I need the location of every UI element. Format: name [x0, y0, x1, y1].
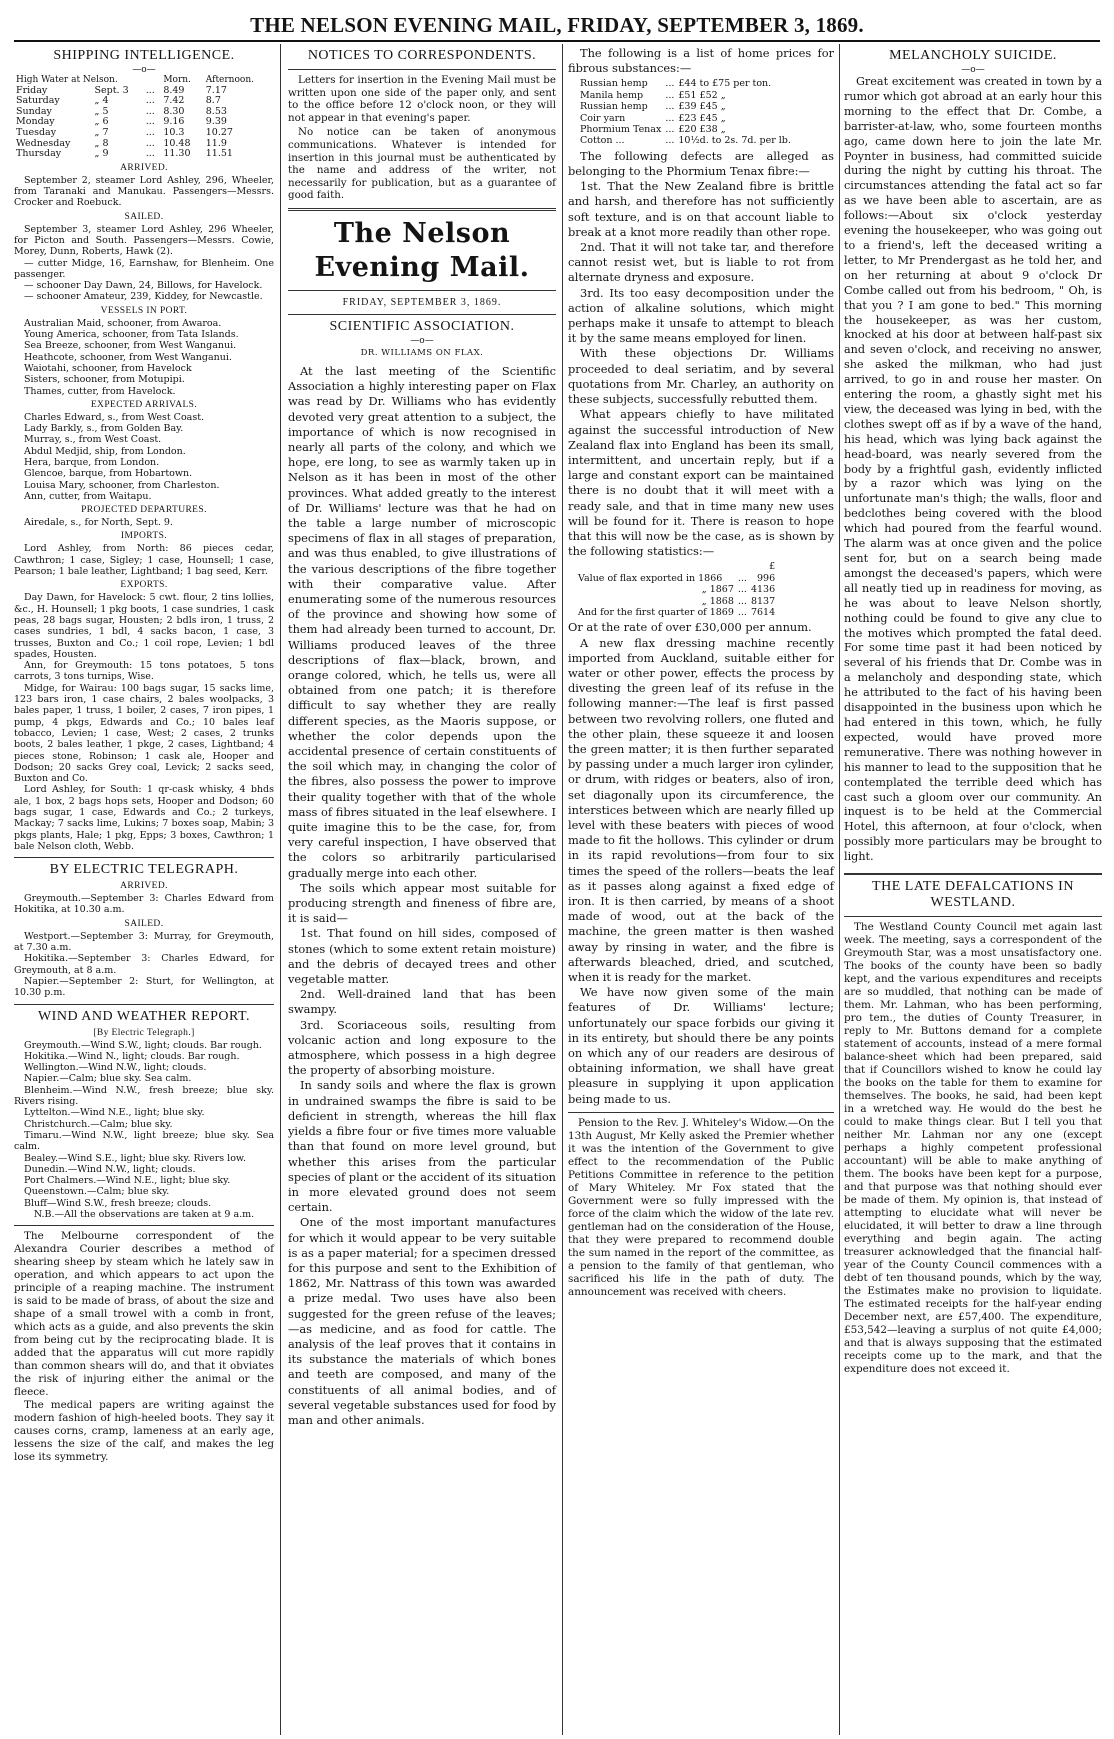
- paper-title: The Nelson Evening Mail.: [314, 217, 530, 283]
- ornament-divider: —o—: [961, 65, 985, 75]
- article-paragraph: 3rd. Scoriaceous soils, resulting from volcanic action and long exposure to the atmosphere, which possess in a high degree the property of absorbing moisture.: [288, 1017, 556, 1078]
- imports-heading: IMPORTS.: [120, 531, 168, 542]
- weather-row: Blenheim.—Wind N.W., fresh breeze; blue sky. Rivers rising.: [14, 1084, 274, 1108]
- weather-note: N.B.—All the observations are taken at 9 a.m.: [33, 1209, 255, 1221]
- column-rule: [839, 44, 840, 1735]
- exports-item: Lord Ashley, for South: 1 qr-cask whisky, 4 bhds ale, 1 box, 2 bags hops sets, Hooper and Dodson; 60 bags sugar, 1 case, Edwards and Co.; 2 turkeys, Mackay; 7 sacks lime, Lukins; 7 boxes soap, Mabin; 3 pkgs plants, Hale; 1 pkg, Epps; 3 boxes, Cawthron; 1 bale Nelson cloth, Webb.: [14, 784, 274, 852]
- price-row: Coir yarn ... £23 £45 „: [580, 112, 726, 124]
- column-4: [842, 46, 1104, 1735]
- price-row: Russian hemp ... £39 £45 „: [580, 101, 726, 113]
- exports-item: Midge, for Wairau: 100 bags sugar, 15 sacks lime, 123 bars iron, 1 case chairs, 2 bales woolpacks, 3 bales paper, 1 truss, 1 boiler, 2 cases, 7 iron pipes, 1 pump, 4 pkgs, Edwards and Co.; 10 bales leaf tobacco, Levien; 1 case, West; 2 cases, 2 trunks boots, 2 bales leather, 1 pkge, 2 cases, Lightband; 4 pieces stone, Robinson; 1 cask ale, Hooper and Dodson; 20 sacks Grey coal, Levick; 2 sacks seed, Buxton and Co.: [14, 682, 274, 785]
- article-paragraph: 1st. That the New Zealand fibre is brittle and harsh, and therefore has not sufficiently soft texture, and is on that account liable to break at a knot more readily than other rope.: [568, 179, 834, 239]
- paper-date: FRIDAY, SEPTEMBER 3, 1869.: [342, 296, 502, 308]
- westland-title: THE LATE DEFALCATIONS IN WESTLAND.: [872, 879, 1074, 911]
- price-row: Russian hemp ... £44 to £75 per ton.: [580, 78, 772, 90]
- article-paragraph: In sandy soils and where the flax is grown in undrained swamps the fibre is said to be deficient in strength, whereas the hill flax yields a fibre four or five times more valuable than that found on more level ground, but whether this arises from the particular species of plant or the accident of its situation in more elevated ground does not seem certain.: [288, 1078, 557, 1215]
- departures-heading: PROJECTED DEPARTURES.: [81, 505, 207, 516]
- sailed-heading: SAILED.: [124, 211, 164, 222]
- telegraph-arrived-heading: ARRIVED.: [120, 881, 168, 892]
- exports-heading: EXPORTS.: [120, 580, 168, 591]
- telegraph-arrived-text: Greymouth.—September 3: Charles Edward from Hokitika, at 10.30 a.m.: [14, 893, 274, 916]
- tide-table: [14, 75, 274, 160]
- stats-row: „ 1867 ... 4136: [701, 584, 776, 596]
- tide-row: Monday „ 6 ... 9.16 9.39: [16, 116, 227, 128]
- shearing-paragraph: The Melbourne correspondent of the Alexandra Courier describes a method of shearing sheep by steam which he lately saw in operation, and which appears to act upon the principle of a reaping machine. The instrument is said to be made of brass, of about the size and shape of a small trowel with a comb in front, which acts as a guide, and also prevents the skin from being cut by the reciprocating blade. It is added that the apparatus will cut more rapidly than common shears will do, and that it obviates the risk of injuring either the animal or the fleece.: [14, 1230, 274, 1399]
- weather-row: Greymouth.—Wind S.W., light; clouds. Bar rough.: [24, 1039, 262, 1051]
- column-3: [566, 46, 836, 1735]
- article-paragraph: We have now given some of the main features of Dr. Williams' lecture; unfortunately our space forbids our giving it in its entirety, but should there be any points on which any of our readers are desirous of obtaining information, we shall have great pleasure in supplying it upon application being made to us.: [568, 985, 834, 1106]
- tide-row: Thursday „ 9 ... 11.30 11.51: [16, 148, 233, 160]
- tide-header-place: High Water at Nelson.: [16, 75, 118, 85]
- article-paragraph: What appears chiefly to have militated against the successful introduction of New Zealand flax into England has been its small, intermittent, and uncertain reply, but if a large and constant export can be maintained there is no doubt that it will meet with a ready sale, and that in time many new uses will be found for it. There is reason to hope that this will now be the case, as is shown by the following statistics:—: [568, 407, 834, 559]
- weather-row: Dunedin.—Wind N.W., light; clouds.: [24, 1163, 196, 1175]
- notice-paragraph: No notice can be taken of anonymous communications. Whatever is intended for insertion in this journal must be authenticated by the name and address of the writer, not necessarily for publication, but as a guarantee of good faith.: [288, 126, 556, 202]
- scientific-title: SCIENTIFIC ASSOCIATION.: [329, 318, 515, 334]
- weather-row: Port Chalmers.—Wind N.E., light; blue sky.: [24, 1175, 231, 1187]
- telegraph-sailed-item: Napier.—September 2: Sturt, for Wellington, at 10.30 p.m.: [14, 975, 274, 999]
- article-paragraph: 2nd. Well-drained land that has been swampy.: [288, 987, 556, 1017]
- column-rule: [562, 44, 563, 1735]
- expected-item: Murray, s., from West Coast.: [24, 434, 162, 446]
- expected-item: Glencoe, barque, from Hobartown.: [24, 468, 193, 480]
- sailed-item: — cutter Midge, 16, Earnshaw, for Blenheim. One passenger.: [14, 257, 274, 280]
- tide-row: Saturday „ 4 ... 7.42 8.7: [16, 95, 221, 107]
- expected-item: Hera, barque, from London.: [24, 456, 160, 468]
- price-row: Manila hemp ... £51 £52 „: [580, 89, 726, 101]
- price-row: Phormium Tenax ... £20 £38 „: [580, 124, 726, 136]
- expected-item: Ann, cutter, from Waitapu.: [24, 490, 152, 502]
- telegraph-sailed-item: Westport.—September 3: Murray, for Greymouth, at 7.30 a.m.: [14, 930, 274, 954]
- imports-text: Lord Ashley, from North: 86 pieces cedar, Cawthron; 1 case, Sigley; 1 case, Hounsell; 1 case, Pearson; 1 bale leather, Lightband; 1 bag seed, Kerr.: [14, 543, 274, 578]
- vessel-item: Thames, cutter, from Havelock.: [24, 385, 176, 397]
- sailed-item: — schooner Day Dawn, 24, Billows, for Havelock.: [24, 280, 263, 292]
- stats-row: And for the first quarter of 1869 ... 7614: [578, 606, 776, 618]
- arrived-heading: ARRIVED.: [120, 162, 168, 173]
- stats-row: „ 1868 ... 8137: [701, 595, 776, 607]
- ornament-divider: —o—: [410, 335, 434, 346]
- expected-item: Lady Barkly, s., from Golden Bay.: [24, 423, 184, 435]
- expected-item: Louisa Mary, schooner, from Charleston.: [24, 479, 220, 491]
- weather-row: Timaru.—Wind N.W., light breeze; blue sky. Sea calm.: [14, 1129, 274, 1153]
- article-paragraph: The following defects are alleged as belonging to the Phormium Tenax fibre:—: [568, 148, 834, 179]
- weather-title: WIND AND WEATHER REPORT.: [37, 1008, 251, 1024]
- article-paragraph: The following is a list of home prices for fibrous substances:—: [568, 46, 834, 76]
- departures-text: Airedale, s., for North, Sept. 9.: [24, 517, 173, 529]
- article-paragraph: One of the most important manufactures for which it would appear to be very suitable is as a paper material; for a specimen dressed for this purpose and sent to the Exhibition of 1862, Mr. Nattrass of this town was awarded a prize medal. Two uses have also been suggested for the green refuse of the leaves;—as medicine, and as food for cattle. The analysis of the leaf proves that it contains in its substance the materials of which bones and teeth are composed, and many of the constituents of all animal bodies, and of several vegetable substances used for food by man and other animals.: [288, 1215, 556, 1427]
- weather-subtitle: [By Electric Telegraph.]: [93, 1027, 195, 1038]
- tide-row: Sunday „ 5 ... 8.30 8.53: [16, 105, 227, 117]
- suicide-text: Great excitement was created in town by a rumor which got abroad at an early hour this morning to the effect that Dr. Combe, a barrister-at-law, who, some fourteen months ago, came down here to join the late Mr. Poynter in business, had committed suicide during the night by cutting his throat. The circumstances attending the fatal act so far as we have been able to ascertain, are as follows:—About six o'clock yesterday evening the housekeeper, who was going out to a friend's, left the deceased writing a letter, to Mr Prendergast as he told her, and on her returning at about 9 o'clock Dr Combe called out from his bedroom, " Oh, is that you ? I am gone to bed." This morning the housekeeper, as was her custom, knocked at his door at between half-past six and seven o'clock, and receiving no answer, she asked the milkman, who had just arrived, to go in and rouse her master. On entering the room, a ghastly sight met his view, the deceased was lying in bed, with the clothes swept off as if by a wave of the hand, his head, which was lying back against the head-board, was nearly severed from the body by a frightful gash, evidently inflicted by a razor which was lying on the unfortunate man's thigh; the walls, floor and bedclothes being covered with the blood which had poured from the fearful wound. The alarm was at once given and the police sent for, but on a search being made amongst the deceased's papers, which were all neatly tied up in readiness for moving, as he was about to leave Nelson shortly, nothing could be found to give any clue to the motives which prompted the fatal deed. For some time past it had been noticed by several of his friends that Dr. Combe was in a melancholy and desponding state, which he attributed to the fact of his having been disappointed in the business upon which he had entered in this town, which, he fully expected, would have proved more remunerative. There was nothing however in his manner to lead to the supposition that he contemplated the terrible deed which has cast such a gloom over our community. An inquest is to be held at the Commercial Hotel, this afternoon, at four o'clock, when possibly more particulars may be brought to light.: [844, 75, 1102, 864]
- article-paragraph: A new flax dressing machine recently imported from Auckland, suitable either for water or other power, effects the process by divesting the green leaf of its refuse in the following manner:—The leaf is first passed between two revolving rollers, one fluted and the other plain, these squeeze it and loosen the green matter; it is then further separated by passing under a much larger iron cylinder, or drum, with ridges or beaters, also of iron, set diagonally upon its circumference, the interstices between which are nearly filled up level with these beaters with pieces of wood made to fit the hollows. This cylinder or drum in its rapid revolutions—from four to six times the speed of the rollers—beats the leaf as it passes along against a fixed edge of iron. It is then carried, by means of a shoot made of wood, out at the back of the machine, the green matter is then washed away by rinsing in water, and the fibre is afterwards bleached, dried, and scutched, when it is ready for the market.: [568, 635, 834, 985]
- sailed-item: — schooner Amateur, 239, Kiddey, for Newcastle.: [24, 291, 263, 303]
- weather-row: Lyttelton.—Wind N.E., light; blue sky.: [24, 1107, 205, 1119]
- tide-row: Friday Sept. 3 ... 8.49 7.17: [16, 84, 227, 96]
- column-rule: [280, 44, 281, 1735]
- exports-item: Day Dawn, for Havelock: 5 cwt. flour, 2 tins lollies, &c., H. Hounsell; 1 pkg boots, 1 case sundries, 1 cask peas, 28 bags sugar, Housten; 2 bdls iron, 1 truss, 2 cases sundries, 1 bdl, 4 sacks bacon, 1 case, 3 trusses, Buxton and Co.; 1 coil rope, Levien; 1 bdl spades, Housten.: [14, 592, 275, 660]
- exports-item: Ann, for Greymouth: 15 tons potatoes, 5 tons carrots, 3 tons turnips, Wise.: [14, 660, 274, 683]
- expected-item: Charles Edward, s., from West Coast.: [24, 411, 205, 423]
- vessel-item: Heathcote, schooner, from West Wanganui.: [24, 351, 232, 363]
- vessel-item: Sisters, schooner, from Motupipi.: [24, 374, 185, 386]
- notices-title: NOTICES TO CORRESPONDENTS.: [307, 48, 537, 63]
- article-paragraph: With these objections Dr. Williams proceeded to deal seriatim, and by several quotations from Mr. Charley, an authority on these subjects, successfully rebutted them.: [568, 346, 834, 407]
- weather-row: Bealey.—Wind S.E., light; blue sky. Rivers low.: [24, 1152, 246, 1164]
- scientific-byline: DR. WILLIAMS ON FLAX.: [360, 347, 484, 358]
- article-paragraph: 2nd. That it will not take tar, and therefore cannot resist wet, but is liable to rot from alternate dryness and exposure.: [568, 240, 834, 285]
- column-1: [12, 46, 276, 1735]
- article-paragraph: The soils which appear most suitable for producing strength and fineness of fibre are, it is said—: [288, 880, 556, 926]
- westland-text: The Westland County Council met again last week. The meeting, says a correspondent of the Greymouth Star, was a most unsatisfactory one. The books of the county have been so badly kept, and the various expenditures and receipts are so muddled, that nothing can be made of them. Mr. Lahman, who has been performing, pro tem., the duties of County Treasurer, in reply to Mr. Buttons demand for a complete statement of accounts, instead of a mere formal balance-sheet which had been prepared, said that if Councillors wished to know he could lay the books on the table for them to examine for themselves. The books, he said, had been kept in a wretched way. He would do the best he could to make things clear. But I tell you that neither Mr. Lahman nor any one (except perhaps a highly competent professional accountant) will be able to make anything of them. The books have been kept for a purpose, and that purpose was that nothing should ever be made of them. My opinion is, that instead of attempting to elucidate what will never be elucidated, it will better to draw a line through everything and begin again. The acting treasurer acknowledged that the financial half-year of the County Council commences with a debt of ten thousand pounds, which by the way, the Estimates make no provision to liquidate. The estimated receipts for the half-year ending December next, are £57,400. The expenditure, £53,542—leaving a surplus of not quite £4,000; and that is always supposing that the estimated receipts come up to the mark, and that the expenditure does not exceed it.: [844, 921, 1102, 1376]
- boots-paragraph: The medical papers are writing against the modern fashion of high-heeled boots. They say it causes corns, cramp, lameness at an early age, lessens the size of the calf, and makes the leg lose its symmetry.: [14, 1399, 274, 1464]
- arrived-text: September 2, steamer Lord Ashley, 296, Wheeler, from Taranaki and Manukau. Passengers—Messrs. Crocker and Roebuck.: [14, 174, 274, 209]
- expected-heading: EXPECTED ARRIVALS.: [90, 399, 198, 410]
- tide-row: Tuesday „ 7 ... 10.3 10.27: [16, 126, 233, 138]
- vessel-item: Australian Maid, schooner, from Awaroa.: [24, 317, 222, 329]
- ornament-divider: —o—: [132, 65, 156, 75]
- tide-header-morn: Morn.: [163, 75, 191, 85]
- weather-row: Christchurch.—Calm; blue sky.: [24, 1118, 173, 1130]
- expected-item: Abdul Medjid, ship, from London.: [24, 445, 186, 457]
- masthead: THE NELSON EVENING MAIL, FRIDAY, SEPTEMBER 3, 1869.: [14, 10, 1100, 42]
- weather-row: Hokitika.—Wind N., light; clouds. Bar rough.: [24, 1050, 240, 1062]
- telegraph-title: BY ELECTRIC TELEGRAPH.: [49, 862, 239, 878]
- article-paragraph: Or at the rate of over £30,000 per annum.: [568, 620, 812, 635]
- stats-unit: £: [769, 561, 776, 573]
- whiteley-paragraph: Pension to the Rev. J. Whiteley's Widow.—On the 13th August, Mr Kelly asked the Premier whether it was the intention of the Government to give effect to the recommendation of the Public Petitions Committee in reference to the petition of Mary Whiteley. Mr Fox stated that the Government were so fully impressed with the force of the claim which the widow of the late rev. gentleman had on the consideration of the House, that they were prepared to recommend double the sum named in the report of the committee, as a pension to the family of that gentleman, who sacrificed his life in the path of duty. The announcement was received with cheers.: [568, 1116, 834, 1298]
- stats-row: Value of flax exported in 1866 ... 996: [578, 572, 776, 584]
- weather-row: Napier.—Calm; blue sky. Sea calm.: [24, 1073, 192, 1085]
- sailed-item: September 3, steamer Lord Ashley, 296 Wheeler, for Picton and South. Passengers—Messrs. Cowie, Morey, Dunn, Roberts, Hawk (2).: [14, 223, 274, 258]
- article-paragraph: At the last meeting of the Scientific Association a highly interesting paper on Flax was read by Dr. Williams who has evidently devoted very great attention to a subject, the importance of which is now recognised in nearly all parts of the colony, and which we hope, ere long, to see as warmly taken up in Nelson as it has been in most of the other provinces. What added greatly to the interest of Dr. Williams' lecture was that he had on the table a large number of microscopic specimens of flax in all stages of preparation, and was thus enabled, to give illustrations of the various descriptions of the fibre together with their comparative value. After enumerating some of the numerous resources of the province and showing how some of them had already been turned to account, Dr. Williams produced leaves of the three descriptions of flax—black, brown, and orange colored, which, he tells us, were all obtained from one patch; it is therefore difficult to say whether they are really different species, as the Maoris suppose, or whether the color depends upon the accidental presence of certain constituents of the soil which may, in changing the color of the fibres, also possess the power to improve their quality together with that of the whole mass of fibres situated in the leaf elsewhere. I quite imagine this to be the case, for, from very careful inspection, I have observed that the colors so arbitrarily particularised gradually merge into each other.: [288, 363, 556, 880]
- article-paragraph: 3rd. Its too easy decomposition under the action of alkaline solutions, which might perhaps make it unsafe to attempt to bleach it by the same means employed for linen.: [568, 285, 834, 346]
- weather-row: Bluff—Wind S.W., fresh breeze; clouds.: [24, 1197, 212, 1209]
- suicide-title: MELANCHOLY SUICIDE.: [889, 48, 1057, 63]
- weather-row: Queenstown.—Calm; blue sky.: [24, 1186, 170, 1198]
- article-paragraph: 1st. That found on hill sides, composed of stones (which to some extent retain moisture) and the debris of decayed trees and other vegetable matter.: [288, 926, 556, 987]
- price-table: [580, 78, 795, 146]
- vessels-heading: VESSELS IN PORT.: [100, 305, 188, 316]
- tide-header-afternoon: Afternoon.: [205, 75, 254, 85]
- shipping-title: SHIPPING INTELLIGENCE.: [53, 48, 235, 63]
- tide-row: Wednesday „ 8 ... 10.48 11.9: [16, 137, 227, 149]
- weather-row: Wellington.—Wind N.W., light; clouds.: [24, 1062, 207, 1074]
- notice-paragraph: Letters for insertion in the Evening Mail must be written upon one side of the paper only, and sent to the office before 12 o'clock noon, or they will not appear in that evening's paper.: [288, 74, 556, 124]
- vessel-item: Waiotahi, schooner, from Havelock: [24, 362, 192, 374]
- vessel-item: Sea Breeze, schooner, from West Wanganui.: [24, 340, 237, 352]
- price-row: Cotton ... ... 10½d. to 2s. 7d. per lb.: [580, 135, 791, 147]
- column-2: [286, 46, 558, 1735]
- telegraph-sailed-heading: SAILED.: [124, 918, 164, 929]
- export-stats-table: [578, 561, 779, 618]
- telegraph-sailed-item: Hokitika.—September 3: Charles Edward, for Greymouth, at 8 a.m.: [14, 953, 274, 976]
- vessel-item: Young America, schooner, from Tata Islands.: [24, 329, 239, 341]
